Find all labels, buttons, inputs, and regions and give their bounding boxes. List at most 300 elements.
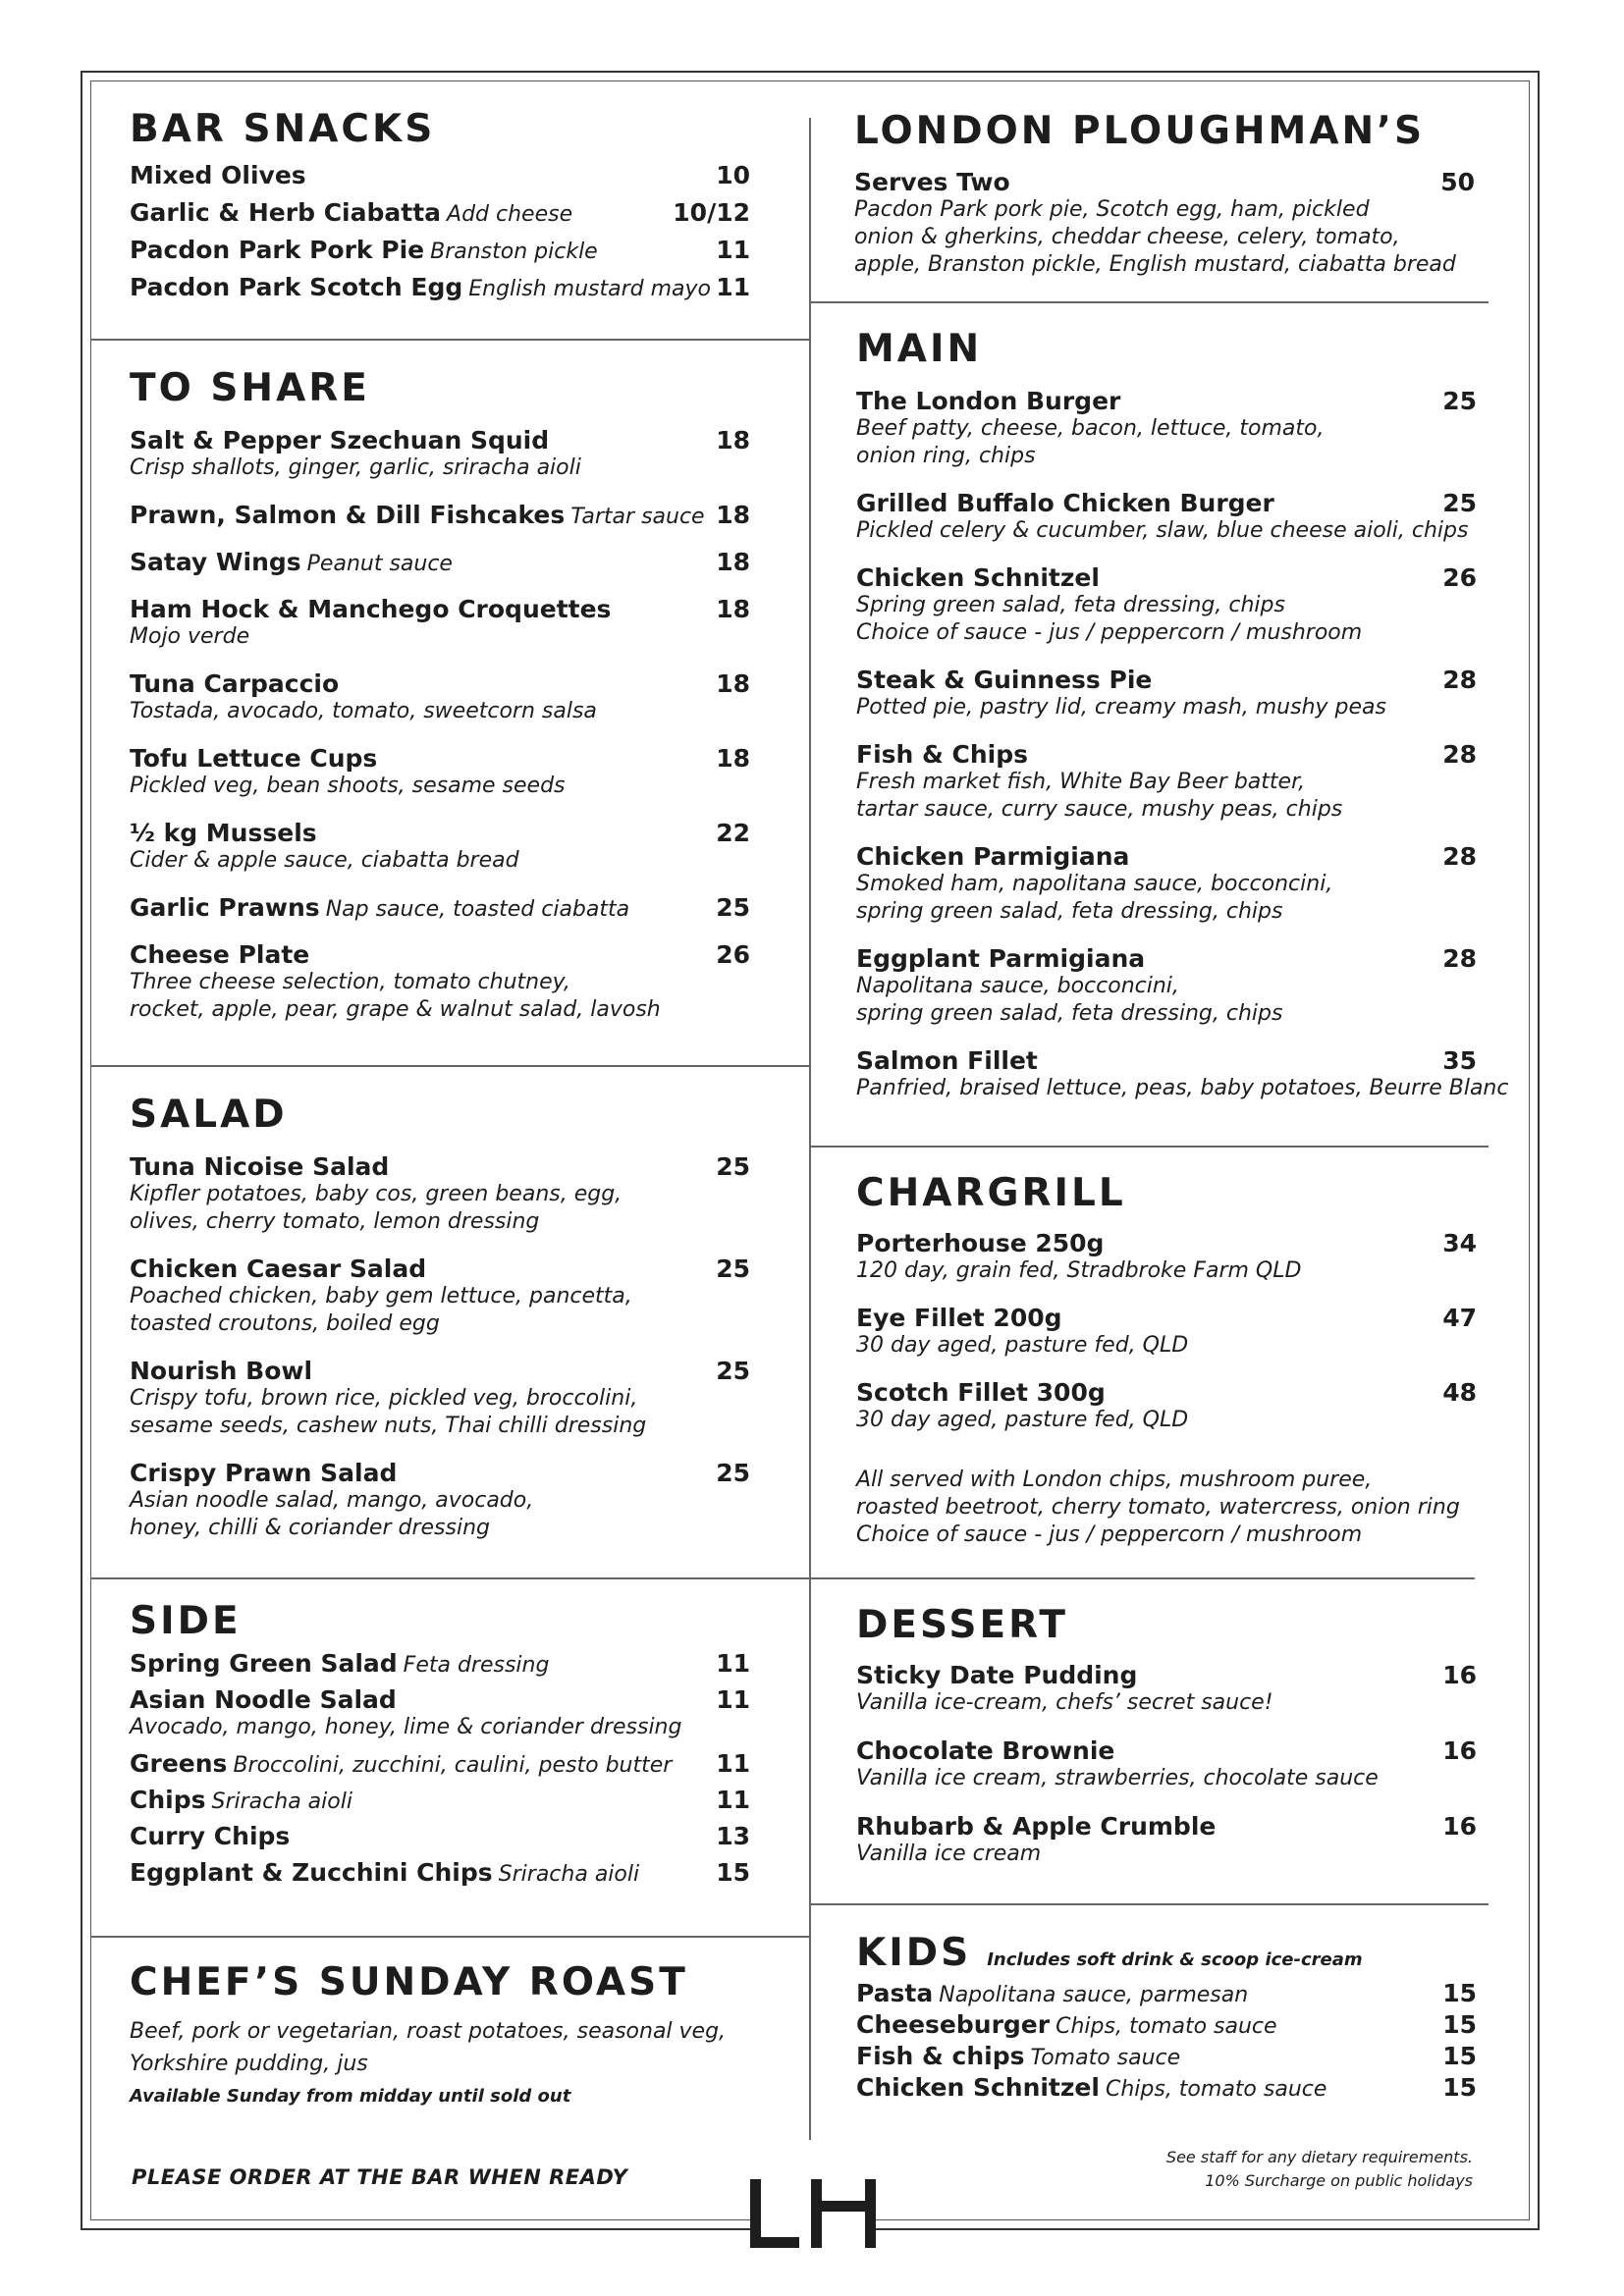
menu-item [130, 198, 750, 227]
item-desc: Poached chicken, baby gem lettuce, pancetta, [130, 1284, 632, 1308]
item-title [130, 501, 705, 529]
item-inline-desc: Sriracha aioli [498, 1862, 640, 1887]
item-name: Chicken Schnitzel [856, 2073, 1100, 2102]
menu-item [856, 1304, 1477, 1360]
divider-dessert [809, 1903, 1489, 1905]
item-desc: Mojo verde [130, 624, 250, 649]
item-desc: Smoked ham, napolitana sauce, bocconcini, [856, 872, 1333, 896]
london-house-logo [750, 2177, 876, 2250]
item-name: Eggplant Parmigiana [856, 944, 1146, 973]
item-inline-desc: Broccolini, zucchini, caulini, pesto butter [233, 1753, 673, 1778]
item-title [856, 666, 1152, 694]
surcharge-note: 10% Surcharge on public holidays [1205, 2171, 1473, 2190]
item-desc: tartar sauce, curry sauce, mushy peas, chips [856, 797, 1343, 822]
item-price: 16 [1442, 1736, 1477, 1765]
bar-snacks-list [130, 161, 750, 301]
item-inline-desc: Chips, tomato sauce [1105, 2077, 1327, 2102]
kids-subtitle: Includes soft drink & scoop ice-cream [987, 1949, 1363, 1970]
menu-item [130, 819, 750, 875]
item-price: 11 [716, 236, 750, 264]
section-title: MAIN [856, 327, 983, 371]
item-desc: Pickled celery & cucumber, slaw, blue cheese aioli, chips [856, 518, 1469, 543]
item-name: Spring Green Salad [130, 1649, 398, 1678]
item-row [130, 501, 750, 529]
item-title [856, 2073, 1326, 2102]
item-row [130, 426, 750, 454]
item-row [130, 1749, 750, 1778]
section-title: KIDS [856, 1931, 972, 1975]
item-inline-desc: Sriracha aioli [211, 1789, 352, 1814]
item-name: ½ kg Mussels [130, 819, 317, 847]
item-price: 13 [716, 1822, 750, 1850]
menu-item [130, 1786, 750, 1814]
item-desc: 30 day aged, pasture fed, QLD [856, 1333, 1189, 1358]
item-title [130, 1749, 672, 1778]
item-name: Chips [130, 1786, 206, 1814]
section-side [130, 1599, 750, 1643]
column-divider [809, 118, 811, 2140]
item-row [130, 1786, 750, 1814]
main-list [856, 387, 1509, 1102]
item-row [856, 563, 1477, 592]
item-title [856, 944, 1145, 973]
menu-item [130, 1822, 750, 1850]
item-price: 22 [716, 819, 750, 847]
section-ploughmans [854, 109, 1475, 279]
item-title [130, 198, 572, 227]
menu-item [856, 1661, 1477, 1717]
to-share-list [130, 426, 750, 1024]
item-price: 15 [1442, 2010, 1477, 2039]
roast-desc-line: Beef, pork or vegetarian, roast potatoes, seasonal veg, [130, 2019, 727, 2044]
item-title [856, 563, 1100, 592]
menu-item [130, 1255, 750, 1338]
menu-item [856, 2042, 1477, 2070]
item-desc: 120 day, grain fed, Stradbroke Farm QLD [856, 1258, 1302, 1283]
item-row [130, 198, 750, 227]
item-desc: Asian noodle salad, mango, avocado, [130, 1488, 534, 1513]
menu-item [856, 1979, 1477, 2007]
item-name: Tuna Nicoise Salad [130, 1152, 390, 1181]
item-name: Mixed Olives [130, 161, 306, 189]
menu-item [130, 236, 750, 264]
item-desc: Fresh market fish, White Bay Beer batter, [856, 770, 1306, 794]
item-row [856, 387, 1477, 415]
item-desc: onion & gherkins, cheddar cheese, celery, tomato, [854, 225, 1400, 249]
menu-item [854, 168, 1475, 279]
item-desc: Kipfler potatoes, baby cos, green beans, egg, [130, 1182, 623, 1206]
item-price: 18 [716, 744, 750, 773]
divider-ploughmans [809, 301, 1489, 303]
item-desc: Tostada, avocado, tomato, sweetcorn salsa [130, 699, 597, 723]
item-name: Fish & Chips [856, 740, 1029, 769]
item-title [130, 1152, 389, 1181]
menu-item [130, 595, 750, 651]
item-desc: Panfried, braised lettuce, peas, baby potatoes, Beurre Blanc [856, 1076, 1509, 1100]
item-title [130, 1255, 426, 1283]
item-name: Scotch Fillet 300g [856, 1378, 1106, 1407]
item-price: 25 [1442, 489, 1477, 517]
item-desc: Crispy tofu, brown rice, pickled veg, broccolini, [130, 1386, 638, 1411]
item-name: Tofu Lettuce Cups [130, 744, 378, 773]
item-row [856, 740, 1477, 769]
item-desc: Spring green salad, feta dressing, chips [856, 593, 1285, 617]
item-title [856, 1661, 1137, 1689]
item-name: Eye Fillet 200g [856, 1304, 1062, 1332]
section-chargrill [856, 1171, 1477, 1215]
item-desc: Vanilla ice cream, strawberries, chocolate sauce [856, 1766, 1379, 1790]
item-row [130, 161, 750, 189]
item-row [856, 842, 1477, 871]
item-name: Asian Noodle Salad [130, 1685, 397, 1714]
section-title: SIDE [130, 1599, 242, 1643]
item-title [130, 548, 453, 576]
section-title: SALAD [130, 1093, 288, 1137]
item-name: Garlic Prawns [130, 893, 320, 922]
item-title [130, 1858, 639, 1887]
menu-item [856, 740, 1477, 824]
item-price: 28 [1442, 740, 1477, 769]
item-name: Chicken Caesar Salad [130, 1255, 427, 1283]
item-name: Greens [130, 1749, 228, 1778]
item-name: Sticky Date Pudding [856, 1661, 1138, 1689]
item-title [130, 819, 317, 847]
item-title [856, 489, 1274, 517]
item-row [130, 548, 750, 576]
item-row [856, 2010, 1477, 2039]
item-price: 47 [1442, 1304, 1477, 1332]
item-title [130, 940, 309, 969]
item-price: 25 [716, 1459, 750, 1487]
item-price: 11 [716, 273, 750, 301]
menu-item [130, 1685, 750, 1741]
item-title [856, 1979, 1248, 2007]
item-name: Crispy Prawn Salad [130, 1459, 398, 1487]
item-title [130, 744, 377, 773]
item-name: Tuna Carpaccio [130, 669, 340, 698]
item-price: 15 [1442, 2042, 1477, 2070]
menu-item [856, 2010, 1477, 2039]
item-price: 18 [716, 501, 750, 529]
item-name: Serves Two [854, 168, 1010, 196]
item-title [130, 1649, 549, 1678]
item-price: 18 [716, 595, 750, 623]
divider-bar-snacks [90, 339, 809, 341]
menu-item [130, 1357, 750, 1440]
menu-item [130, 1749, 750, 1778]
item-name: Pasta [856, 1979, 934, 2007]
item-row [856, 1736, 1477, 1765]
item-title [856, 1378, 1106, 1407]
item-desc: Three cheese selection, tomato chutney, [130, 970, 570, 994]
salad-list [130, 1152, 750, 1542]
item-title [130, 236, 598, 264]
item-name: Chocolate Brownie [856, 1736, 1115, 1765]
item-desc: Pickled veg, bean shoots, sesame seeds [130, 774, 566, 798]
section-salad [130, 1093, 750, 1137]
item-name: Satay Wings [130, 548, 301, 576]
item-row [130, 1152, 750, 1181]
item-price: 18 [716, 669, 750, 698]
section-title: BAR SNACKS [130, 107, 436, 151]
section-sunday-roast [130, 1960, 797, 2107]
item-row [130, 1858, 750, 1887]
item-desc: Vanilla ice cream [856, 1842, 1042, 1866]
item-row [130, 893, 750, 922]
menu-item [130, 669, 750, 725]
section-dessert [856, 1603, 1477, 1647]
item-price: 25 [1442, 387, 1477, 415]
section-title: CHEF’S SUNDAY ROAST [130, 1960, 688, 2004]
roast-desc-line: Yorkshire pudding, jus [130, 2052, 368, 2076]
item-name: Ham Hock & Manchego Croquettes [130, 595, 612, 623]
item-row [856, 1229, 1477, 1257]
item-desc: Cider & apple sauce, ciabatta bread [130, 848, 519, 873]
item-row [856, 1304, 1477, 1332]
item-price: 15 [1442, 2073, 1477, 2102]
item-row [130, 595, 750, 623]
menu-item [856, 944, 1477, 1028]
item-desc: toasted croutons, boiled egg [130, 1311, 440, 1336]
item-inline-desc: Add cheese [447, 202, 573, 227]
item-price: 18 [716, 426, 750, 454]
item-title [856, 1046, 1038, 1075]
menu-item [856, 1736, 1477, 1792]
divider-chargrill [809, 1577, 1475, 1579]
item-name: Fish & chips [856, 2042, 1025, 2070]
item-price: 16 [1442, 1661, 1477, 1689]
menu-item [130, 1858, 750, 1887]
item-row [130, 940, 750, 969]
item-name: Garlic & Herb Ciabatta [130, 198, 442, 227]
item-price: 10/12 [673, 198, 750, 227]
menu-item [130, 744, 750, 800]
section-to-share [130, 366, 750, 410]
item-desc: Crisp shallots, ginger, garlic, sriracha aioli [130, 455, 581, 480]
item-title [856, 1736, 1114, 1765]
item-row [130, 1822, 750, 1850]
section-kids [856, 1931, 1477, 1975]
item-name: Chicken Parmigiana [856, 842, 1130, 871]
menu-item [856, 842, 1477, 926]
item-title [856, 387, 1120, 415]
menu-item [856, 387, 1477, 470]
item-row [856, 1979, 1477, 2007]
item-inline-desc: Chips, tomato sauce [1056, 2014, 1277, 2039]
item-row [130, 1255, 750, 1283]
item-name: Porterhouse 250g [856, 1229, 1105, 1257]
item-name: Cheeseburger [856, 2010, 1051, 2039]
item-price: 16 [1442, 1812, 1477, 1841]
item-price: 18 [716, 548, 750, 576]
side-list [130, 1649, 750, 1887]
menu-item [130, 548, 750, 576]
item-name: Prawn, Salmon & Dill Fishcakes [130, 501, 566, 529]
menu-item [130, 426, 750, 482]
item-desc: spring green salad, feta dressing, chips [856, 1001, 1283, 1026]
item-name: Grilled Buffalo Chicken Burger [856, 489, 1274, 517]
item-desc: Beef patty, cheese, bacon, lettuce, tomato, [856, 416, 1325, 441]
item-row [130, 744, 750, 773]
item-desc: Potted pie, pastry lid, creamy mash, mushy peas [856, 695, 1386, 720]
item-desc: Vanilla ice-cream, chefs’ secret sauce! [856, 1690, 1273, 1715]
menu-item [130, 161, 750, 189]
chargrill-note-line: All served with London chips, mushroom puree, [856, 1468, 1373, 1492]
item-title [856, 740, 1028, 769]
item-price: 25 [716, 1152, 750, 1181]
item-row [130, 1357, 750, 1385]
section-title: LONDON PLOUGHMAN’S [854, 109, 1426, 153]
item-title [130, 1685, 397, 1714]
item-name: Pacdon Park Scotch Egg [130, 273, 463, 301]
item-desc: Napolitana sauce, bocconcini, [856, 974, 1179, 998]
dietary-note: See staff for any dietary requirements. [1165, 2148, 1473, 2166]
item-name: Pacdon Park Pork Pie [130, 236, 425, 264]
item-title [856, 842, 1129, 871]
divider-to-share [90, 1065, 809, 1067]
item-name: Eggplant & Zucchini Chips [130, 1858, 493, 1887]
item-inline-desc: Nap sauce, toasted ciabatta [325, 897, 630, 922]
divider-side [90, 1936, 809, 1938]
item-price: 34 [1442, 1229, 1477, 1257]
item-title [856, 2042, 1180, 2070]
menu-item [856, 1378, 1477, 1434]
item-name: Chicken Schnitzel [856, 563, 1100, 592]
item-title [130, 1822, 290, 1850]
item-price: 28 [1442, 842, 1477, 871]
roast-availability-note: Available Sunday from midday until sold out [130, 2086, 571, 2107]
dessert-list [856, 1661, 1477, 1868]
item-title [856, 1812, 1216, 1841]
item-price: 35 [1442, 1046, 1477, 1075]
item-inline-desc: Feta dressing [403, 1653, 550, 1678]
chargrill-note [856, 1467, 1477, 1549]
section-main [856, 327, 1477, 371]
order-at-bar-note: PLEASE ORDER AT THE BAR WHEN READY [132, 2165, 628, 2189]
item-name: The London Burger [856, 387, 1121, 415]
item-title [130, 1357, 312, 1385]
item-title [130, 426, 549, 454]
item-row [130, 1459, 750, 1487]
item-row [856, 1812, 1477, 1841]
item-row [856, 1661, 1477, 1689]
menu-item [130, 1649, 750, 1678]
divider-main [809, 1146, 1489, 1148]
item-row [856, 1378, 1477, 1407]
item-inline-desc: English mustard mayo [468, 277, 712, 301]
item-price: 25 [716, 1357, 750, 1385]
menu-item [856, 489, 1477, 545]
item-title [856, 2010, 1277, 2039]
item-name: Cheese Plate [130, 940, 310, 969]
item-name: Salt & Pepper Szechuan Squid [130, 426, 550, 454]
item-price: 11 [716, 1649, 750, 1678]
item-desc: Choice of sauce - jus / peppercorn / mushroom [856, 620, 1363, 645]
item-title [130, 669, 339, 698]
item-title [130, 1459, 397, 1487]
item-desc: onion ring, chips [856, 444, 1036, 468]
item-name: Salmon Fillet [856, 1046, 1038, 1075]
item-price: 15 [1442, 1979, 1477, 2007]
item-price: 11 [716, 1749, 750, 1778]
item-price: 50 [1440, 168, 1475, 196]
item-desc: sesame seeds, cashew nuts, Thai chilli dressing [130, 1414, 647, 1438]
menu-item [856, 1812, 1477, 1868]
section-title: CHARGRILL [856, 1171, 1126, 1215]
item-price: 11 [716, 1685, 750, 1714]
item-price: 28 [1442, 666, 1477, 694]
kids-list [856, 1979, 1477, 2102]
item-name: Curry Chips [130, 1822, 291, 1850]
item-title [130, 161, 306, 189]
item-name: Nourish Bowl [130, 1357, 313, 1385]
item-row [130, 1649, 750, 1678]
menu-item [130, 1152, 750, 1236]
item-title [856, 1304, 1062, 1332]
chargrill-list [856, 1229, 1477, 1434]
item-inline-desc: Peanut sauce [306, 552, 453, 576]
chargrill-note-line: roasted beetroot, cherry tomato, watercress, onion ring [856, 1495, 1460, 1520]
footer-notes [1166, 2146, 1473, 2193]
item-price: 26 [716, 940, 750, 969]
item-desc: olives, cherry tomato, lemon dressing [130, 1209, 540, 1234]
item-row [130, 819, 750, 847]
menu-item [856, 666, 1477, 721]
menu-item [856, 563, 1477, 647]
menu-item [856, 2073, 1477, 2102]
item-price: 11 [716, 1786, 750, 1814]
menu-item [130, 940, 750, 1024]
item-price: 15 [716, 1858, 750, 1887]
item-row [856, 666, 1477, 694]
section-title: DESSERT [856, 1603, 1068, 1647]
item-inline-desc: Tartar sauce [570, 505, 705, 529]
item-desc: Avocado, mango, honey, lime & coriander dressing [130, 1715, 682, 1739]
item-title [130, 893, 629, 922]
section-title: TO SHARE [130, 366, 370, 410]
menu-item [856, 1229, 1477, 1285]
item-title [130, 595, 611, 623]
item-row [130, 273, 750, 301]
item-row [130, 1685, 750, 1714]
item-desc: honey, chilli & coriander dressing [130, 1516, 490, 1540]
item-row [856, 944, 1477, 973]
menu-item [130, 501, 750, 529]
chargrill-note-line: Choice of sauce - jus / peppercorn / mushroom [856, 1522, 1363, 1547]
item-row [130, 236, 750, 264]
item-name: Steak & Guinness Pie [856, 666, 1153, 694]
item-desc: 30 day aged, pasture fed, QLD [856, 1408, 1189, 1432]
section-bar-snacks [130, 107, 750, 151]
item-price: 25 [716, 1255, 750, 1283]
menu-item [130, 893, 750, 922]
item-price: 48 [1442, 1378, 1477, 1407]
item-desc: rocket, apple, pear, grape & walnut salad, lavosh [130, 997, 661, 1022]
divider-salad [90, 1577, 809, 1579]
item-desc: apple, Branston pickle, English mustard, ciabatta bread [854, 252, 1456, 277]
item-name: Rhubarb & Apple Crumble [856, 1812, 1217, 1841]
item-desc: spring green salad, feta dressing, chips [856, 899, 1283, 924]
item-row [856, 2073, 1477, 2102]
item-price: 10 [716, 161, 750, 189]
item-inline-desc: Branston pickle [430, 240, 598, 264]
item-price: 25 [716, 893, 750, 922]
item-title [130, 1786, 352, 1814]
item-price: 26 [1442, 563, 1477, 592]
menu-item [130, 273, 750, 301]
item-title [856, 1229, 1104, 1257]
menu-item [856, 1046, 1509, 1102]
